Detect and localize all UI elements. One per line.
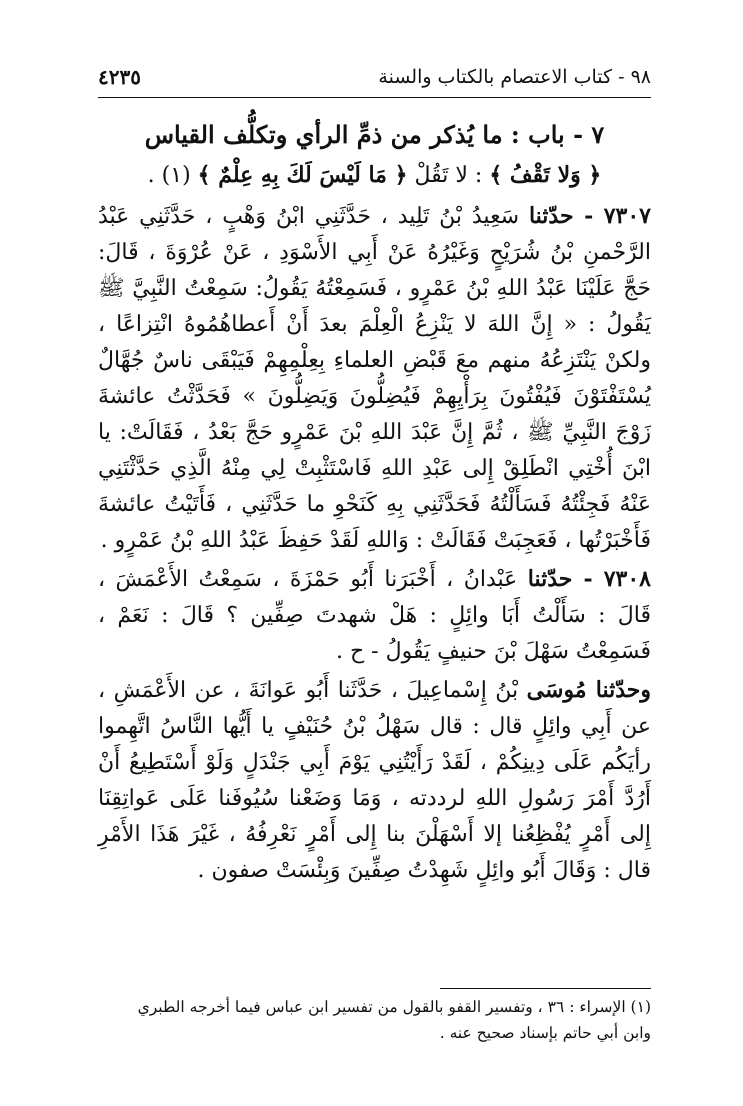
hadith-7307-lead: ٧٣٠٧ - حدّثنا <box>528 203 651 229</box>
hadith-7308-second-chain <box>98 672 651 889</box>
verse-footnote-ref: (١) . <box>147 163 198 188</box>
hadith-7308-text: عَبْدانُ ، أَخْبَرَنا أَبُو حَمْزَةَ ، سَمِعْتُ الأَعْمَشَ ، قَالَ : سَأَلْتُ أَبَا وائِلٍ : هَلْ شهدتَ صِفِّين ؟ قَالَ : نَعَمْ ، فَسَمِعْتُ سَهْلَ بْنَ حنيفٍ يَقُولُ - ح . <box>98 567 651 664</box>
hadith-7308-lead: ٧٣٠٨ - حدّثنا <box>527 566 651 592</box>
hadith-7308 <box>98 561 651 670</box>
footnote <box>98 994 651 1046</box>
main-text <box>98 115 651 889</box>
running-header <box>98 62 651 92</box>
footnote-divider <box>440 988 651 989</box>
quran-verse <box>98 157 651 194</box>
footnote-line-2: وابن أبي حاتم بإسناد صحيح عنه . <box>439 1024 651 1042</box>
hadith-7307 <box>98 198 651 559</box>
header-divider <box>98 97 651 98</box>
chapter-title: ٧ - باب : ما يُذكر من ذمِّ الرأي وتكلُّف القياس <box>144 120 605 149</box>
hadith-7307-text: سَعِيدُ بْنُ تَلِيد ، حَدَّثَنِي ابْنُ وَهْبٍ ، حَدَّثَنِي عَبْدُ الرَّحْمنِ بْنُ شُرَيْحٍ وَغَيْرُهُ عَنْ أَبِي الأَسْوَدِ ، عَنْ عُرْوَةَ ، قَالَ: حَجَّ عَلَيْنَا عَبْدُ اللهِ بْنُ عَمْرٍو ، فَسَمِعْتُهُ يَقُولُ: سَمِعْتُ النَّبِيَّ ﷺ يَقُولُ : « إِنَّ اللهَ لا يَنْزِعُ الْعِلْمَ بعدَ أَنْ أَعطاهُمُوهُ انْتِزاعًا ، ولكنْ يَنْتَزِعُهُ منهم معَ قَبْضِ العلماءِ بِعِلْمِهِمْ فَيَبْقَى ناسٌ جُهَّالٌ يُسْتَفْتَوْنَ فَيُفْتُونَ بِرَأْيِهِمْ فَيُضِلُّونَ وَيَضِلُّونَ » فَحَدَّثْتُ عائشةَ زَوْجَ النَّبِيِّ ﷺ ، ثُمَّ إِنَّ عَبْدَ اللهِ بْنَ عَمْرٍو حَجَّ بَعْدُ ، فَقَالَتْ: يا ابْنَ أُخْتِي انْطَلِقْ إِلى عَبْدِ اللهِ فَاسْتَثْبِتْ لِي مِنْهُ الَّذِي حَدَّثْتَنِي عَنْهُ فَجِئْتُهُ فَسَأَلْتُهُ فَحَدَّثَنِي بِهِ كَنَحْوِ ما حَدَّثَنِي ، فَأَتَيْتُ عائشةَ فَأَخْبَرْتُها ، فَعَجِبَتْ فَقَالَتْ : وَاللهِ لَقَدْ حَفِظَ عَبْدُ اللهِ بْنُ عَمْرٍو . <box>98 204 651 553</box>
hadith-7308b-text: بْنُ إِسْماعِيلَ ، حَدَّثَنا أَبُو عَوانَةَ ، عن الأَعْمَشِ ، عن أَبِي وائِلٍ قال : قال سَهْلُ بْنُ حُنَيْفٍ يا أَيُّها النَّاسُ اتَّهِموا رأيَكُم عَلَى دِينِكُمْ ، لَقَدْ رَأَيْتُنِي يَوْمَ أَبِي جَنْدَلٍ وَلَوْ أَسْتَطِيعُ أَنْ أَرُدَّ أَمْرَ رَسُولِ اللهِ لرددته ، وَمَا وَضَعْنا سُيُوفَنا عَلَى عَواتِقِنَا إِلى أَمْرٍ يُفْظِعُنا إلا أَسْهَلْنَ بنا إِلى أَمْرٍ نَعْرِفُهُ ، غَيْرَ هَذَا الأَمْرِ قال : وَقَالَ أَبُو وائِلٍ شَهِدْتُ صِفِّينَ وَبِئْسَتْ صفون . <box>98 678 651 883</box>
verse-part-3: ﴿ مَا لَيْسَ لَكَ بِهِ عِلْمٌ ﴾ <box>197 162 408 188</box>
verse-part-1: ﴿ وَلا تَقْفُ ﴾ <box>489 162 602 188</box>
hadith-7308b-lead: وحدّثنا مُوسَى <box>526 677 651 703</box>
page-number: ٤٢٣٥ <box>98 65 141 89</box>
header-title: ٩٨ - كتاب الاعتصام بالكتاب والسنة <box>378 66 651 88</box>
verse-part-2: : لا تَقُلْ <box>407 163 490 188</box>
footnote-line-1: (١) الإسراء : ٣٦ ، وتفسير القفو بالقول من تفسير ابن عباس فيما أخرجه الطبري <box>137 998 651 1016</box>
